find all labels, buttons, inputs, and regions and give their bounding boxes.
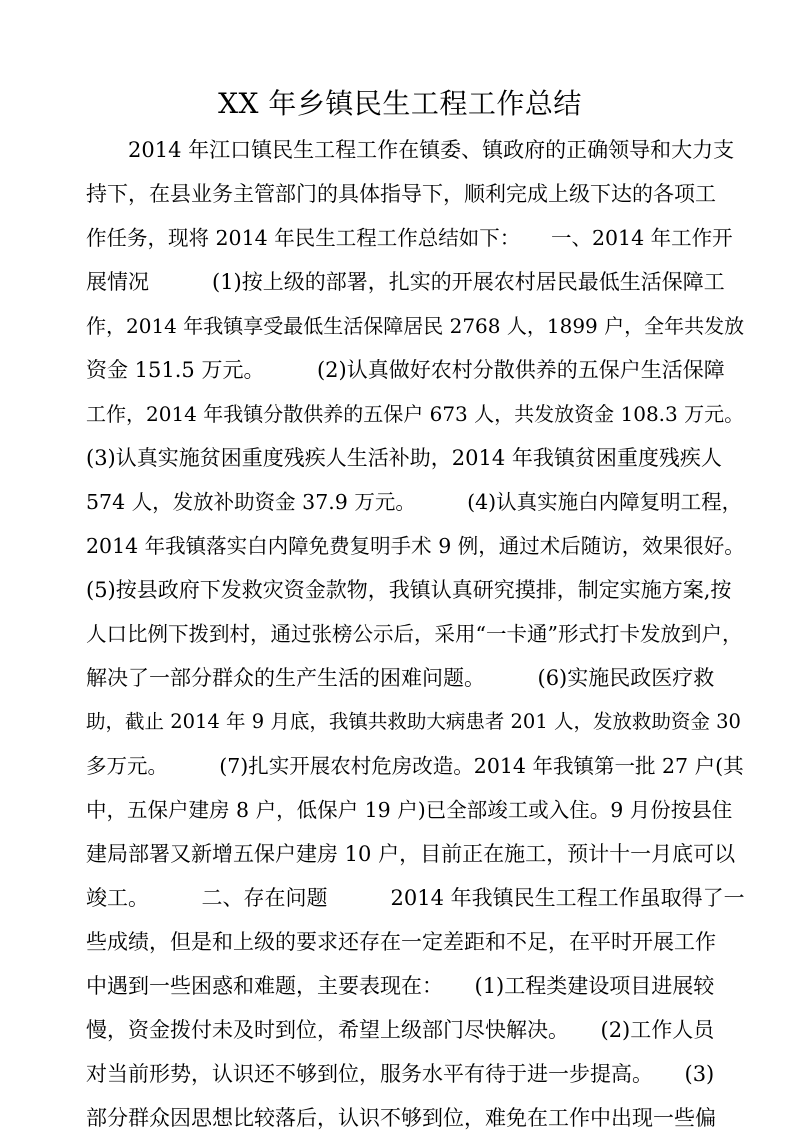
body-line-text: 展情况 (1)按上级的部署，扎实的开展农村居民最低生活保障工 xyxy=(86,270,725,294)
body-line xyxy=(86,612,746,656)
body-line-text: 作任务，现将 2014 年民生工程工作总结如下： 一、2014 年工作开 xyxy=(86,226,733,250)
body-line-text: 解决了一部分群众的生产生活的困难问题。 (6)实施民政医疗救 xyxy=(86,666,715,690)
body-line xyxy=(86,1008,746,1052)
body-line xyxy=(86,1052,746,1096)
body-line-text: 建局部署又新增五保户建房 10 户，目前正在施工，预计十一月底可以 xyxy=(86,842,736,866)
body-line-text: 人口比例下拨到村，通过张榜公示后，采用“一卡通”形式打卡发放到户， xyxy=(86,622,743,646)
body-line-text: 中遇到一些困惑和难题，主要表现在： (1)工程类建设项目进展较 xyxy=(86,974,715,998)
body-line xyxy=(86,348,746,392)
body-line xyxy=(86,524,746,568)
body-line-text: (5)按县政府下发救灾资金款物，我镇认真研究摸排，制定实施方案,按 xyxy=(86,578,732,602)
body-line-text: 竣工。 二、存在问题 2014 年我镇民生工程工作虽取得了一 xyxy=(86,886,745,910)
body-line xyxy=(86,1096,746,1140)
body-line xyxy=(86,832,746,876)
document-title: XX 年乡镇民生工程工作总结 xyxy=(218,87,582,120)
body-line-text: (3)认真实施贫困重度残疾人生活补助，2014 年我镇贫困重度残疾人 xyxy=(86,446,722,470)
body-line xyxy=(86,876,746,920)
body-line xyxy=(86,260,746,304)
body-line-text: 中，五保户建房 8 户，低保户 19 户)已全部竣工或入住。9 月份按县住 xyxy=(86,798,733,822)
body-line-text: 对当前形势，认识还不够到位，服务水平有待于进一步提高。 (3) xyxy=(86,1062,715,1086)
body-line xyxy=(86,964,746,1008)
body-line xyxy=(86,172,746,216)
body-line-text: 2014 年江口镇民生工程工作在镇委、镇政府的正确领导和大力支 xyxy=(128,138,735,162)
body-line xyxy=(86,568,746,612)
body-line-text: 574 人，发放补助资金 37.9 万元。 (4)认真实施白内障复明工程， xyxy=(86,490,743,514)
body-line-text: 慢，资金拨付未及时到位，希望上级部门尽快解决。 (2)工作人员 xyxy=(86,1018,715,1042)
body-line xyxy=(86,700,746,744)
body-line-text: 持下，在县业务主管部门的具体指导下，顺利完成上级下达的各项工 xyxy=(86,182,716,206)
body-line-text: 资金 151.5 万元。 (2)认真做好农村分散供养的五保户生活保障 xyxy=(86,358,725,382)
body-line xyxy=(86,480,746,524)
body-line xyxy=(86,216,746,260)
body-line-text: 部分群众因思想比较落后，认识不够到位，难免在工作中出现一些偏 xyxy=(86,1106,716,1130)
body-line-text: 2014 年我镇落实白内障免费复明手术 9 例，通过术后随访，效果很好。 xyxy=(86,534,745,558)
body-line xyxy=(86,920,746,964)
body-line-text: 些成绩，但是和上级的要求还存在一定差距和不足，在平时开展工作 xyxy=(86,930,716,954)
body-line-text: 工作，2014 年我镇分散供养的五保户 673 人，共发放资金 108.3 万元。 xyxy=(86,402,745,426)
body-line xyxy=(86,436,746,480)
body-line-text: 多万元。 (7)扎实开展农村危房改造。2014 年我镇第一批 27 户(其 xyxy=(86,754,744,778)
body-line xyxy=(86,788,746,832)
body-line xyxy=(86,656,746,700)
body-line-text: 作，2014 年我镇享受最低生活保障居民 2768 人，1899 户，全年共发放 xyxy=(86,314,745,338)
body-line xyxy=(86,392,746,436)
body-line xyxy=(86,744,746,788)
body-line xyxy=(86,128,746,172)
body-line-text: 助，截止 2014 年 9 月底，我镇共救助大病患者 201 人，发放救助资金 30 xyxy=(86,710,741,733)
body-line xyxy=(86,304,746,348)
document-body xyxy=(86,128,746,1140)
